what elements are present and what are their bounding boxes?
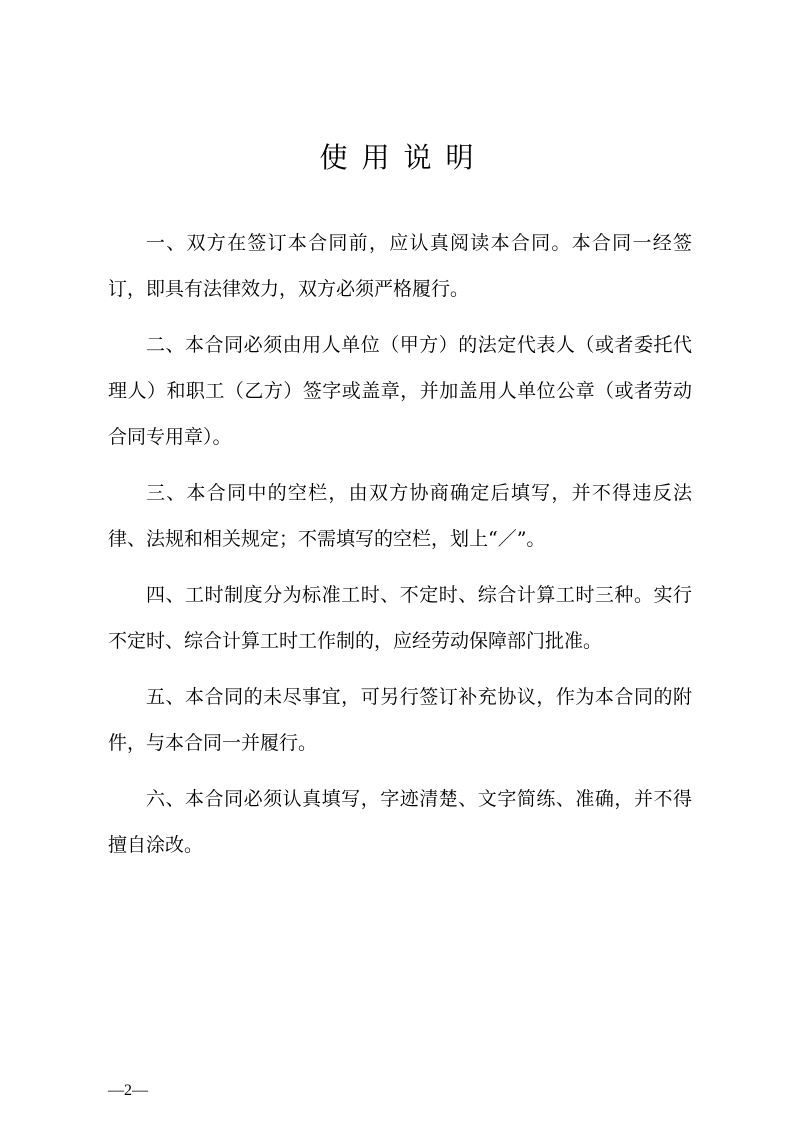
instruction-item-2: 二、本合同必须由用人单位（甲方）的法定代表人（或者委托代理人）和职工（乙方）签字或盖章，并加盖用人单位公章（或者劳动合同专用章）。 [108,334,692,448]
instruction-item-1: 一、双方在签订本合同前，应认真阅读本合同。本合同一经签订，即具有法律效力，双方必须严格履行。 [108,232,692,300]
page-title: 使用说明 [319,141,488,174]
instruction-item-4: 四、工时制度分为标准工时、不定时、综合计算工时三种。实行不定时、综合计算工时工作制的，应经劳动保障部门批准。 [108,584,692,652]
instruction-item-3: 三、本合同中的空栏，由双方协商确定后填写，并不得违反法律、法规和相关规定；不需填写的空栏，划上“／”。 [108,482,692,550]
page-number: —2— [108,1082,148,1099]
instructions-body [108,220,692,878]
instruction-item-6: 六、本合同必须认真填写，字迹清楚、文字简练、准确，并不得擅自涂改。 [108,788,692,856]
instruction-item-5: 五、本合同的未尽事宜，可另行签订补充协议，作为本合同的附件，与本合同一并履行。 [108,686,692,754]
